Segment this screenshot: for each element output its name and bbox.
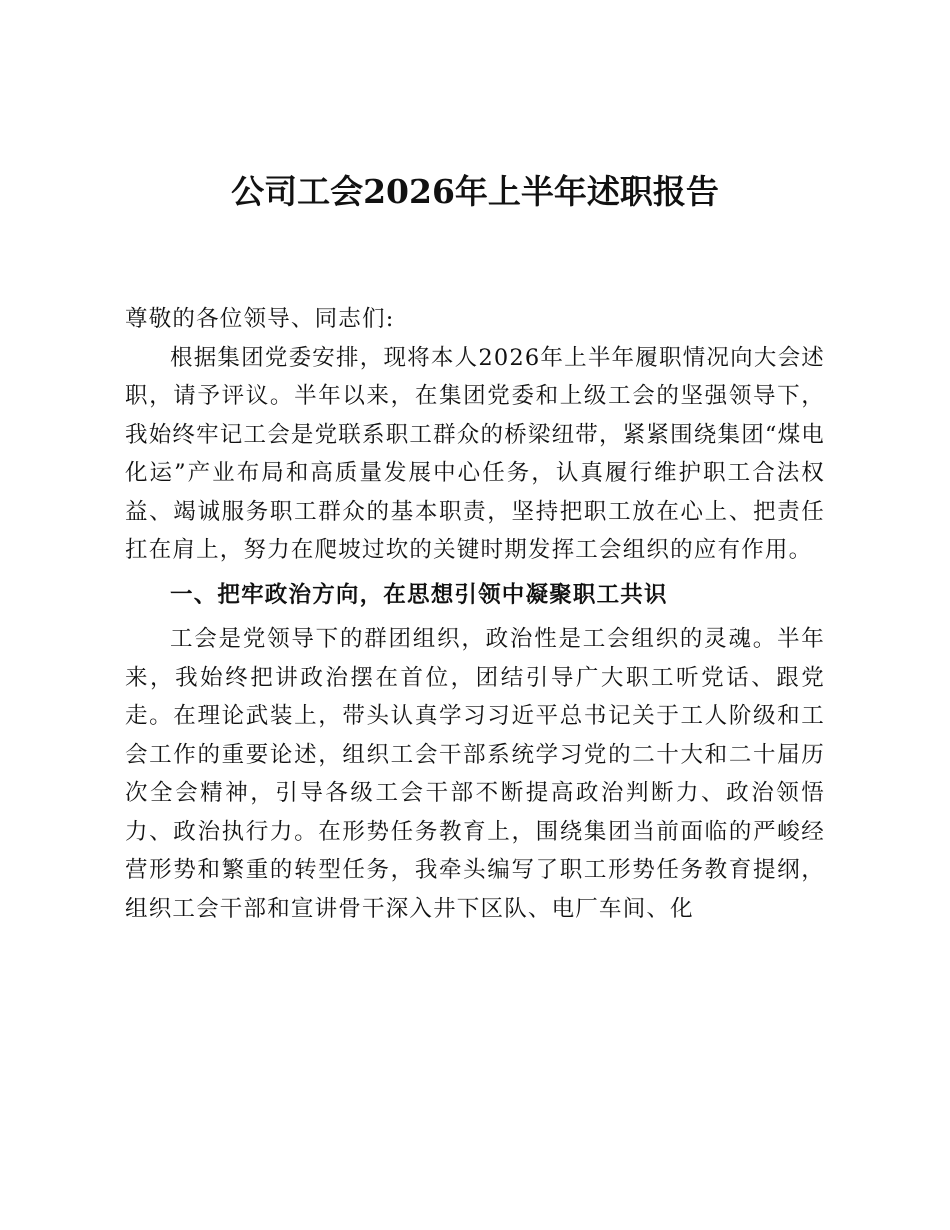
salutation: 尊敬的各位领导、同志们: <box>125 306 395 332</box>
document-title: 公司工会2026年上半年述职报告 <box>231 172 719 211</box>
section-heading-1: 一、把牢政治方向，在思想引领中凝聚职工共识 <box>170 581 668 608</box>
document-body <box>125 300 825 928</box>
paragraph-section-1: 工会是党领导下的群团组织，政治性是工会组织的灵魂。半年来，我始终把讲政治摆在首位，团结引导广大职工听党话、跟党走。在理论武装上，带头认真学习习近平总书记关于工人阶级和工会工作的重要论述，组织工会干部系统学习党的二十大和二十届历次全会精神，引导各级工会干部不断提高政治判断力、政治领悟力、政治执行力。在形势任务教育上，围绕集团当前面临的严峻经营形势和繁重的转型任务，我牵头编写了职工形势任务教育提纲，组织工会干部和宣讲骨干深入井下区队、电厂车间、化 <box>125 626 825 922</box>
paragraph-intro: 根据集团党委安排，现将本人2026年上半年履职情况向大会述职，请予评议。半年以来，在集团党委和上级工会的坚强领导下，我始终牢记工会是党联系职工群众的桥梁纽带，紧紧围绕集团“煤电化运”产业布局和高质量发展中心任务，认真履行维护职工合法权益、竭诚服务职工群众的基本职责，坚持把职工放在心上、把责任扛在肩上，努力在爬坡过坎的关键时期发挥工会组织的应有作用。 <box>125 344 826 563</box>
